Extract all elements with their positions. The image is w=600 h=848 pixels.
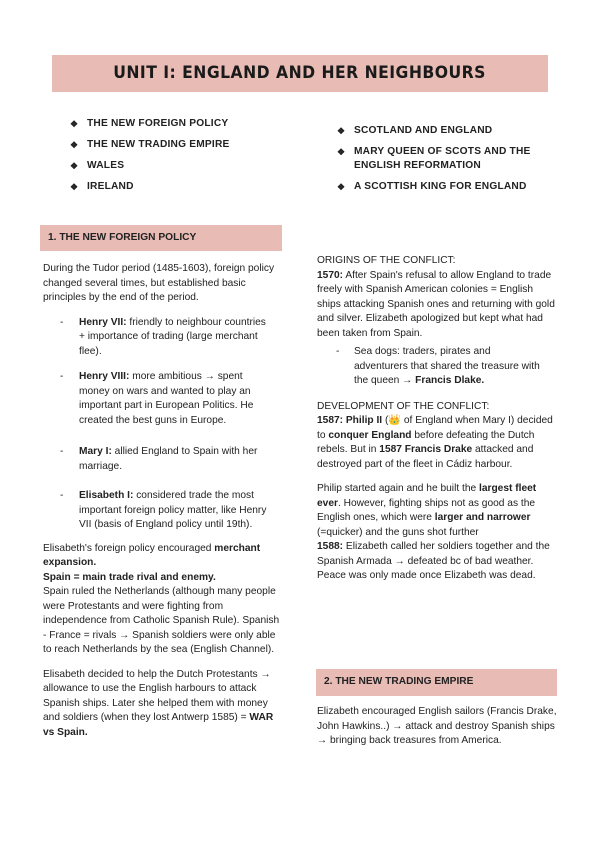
list-item: - Henry VII: friendly to neighbour countries + importance of trading (large merchant flee). [60,316,266,357]
toc-item: ❖ THE NEW FOREIGN POLICY [70,118,229,129]
diamond-bullet-icon: ❖ [337,182,346,192]
diamond-bullet-icon: ❖ [70,182,79,192]
toc-item: ❖ MARY QUEEN OF SCOTS AND THE ENGLISH REFORMATION [337,146,531,171]
title-banner [52,55,548,92]
left-column [43,262,283,740]
diamond-bullet-icon: ❖ [70,119,79,129]
toc-item: ❖ IRELAND [70,181,134,192]
crown-icon: 👑 [388,415,402,426]
page-title: UNIT I: ENGLAND AND HER NEIGHBOURS [113,63,487,84]
diamond-bullet-icon: ❖ [337,126,346,136]
monarch-list [43,316,283,533]
paragraph: 1587: Philip II (👑 of England when Mary I) decided to conquer England before defeating the Dutch rebels. But in 1587 Francis Drake attacked and destroyed part of the fleet in Cádiz harbour. [317,415,553,470]
paragraph: Elisabeth's foreign policy encouraged merchant expansion. Spain = main trade rival and enemy. Spain ruled the Netherlands (although many people were Protestants and were fighting from independence from Catholic Spanish Rule). Spanish - France = rivals → Spanish soldiers were only able to reach Netherlands by the sea (English Channel). [43,542,280,655]
diamond-bullet-icon: ❖ [70,140,79,150]
toc-item: ❖ SCOTLAND AND ENGLAND [337,125,493,136]
development-heading: DEVELOPMENT OF THE CONFLICT: [317,400,490,412]
toc-item: ❖ WALES [70,160,125,171]
toc-left [70,117,270,201]
list-item: - Sea dogs: traders, pirates and adventurers that shared the treasure with the queen → Francis Dlake. [336,346,540,386]
section-heading-foreign-policy: 1. THE NEW FOREIGN POLICY [40,225,282,251]
list-item: - Elisabeth I: considered trade the most important foreign policy matter, like Henry VII (basis of England policy until 19th). [60,490,267,530]
list-item: - Henry VIII: more ambitious → spent money on wars and wanted to play an important part in European Politics. He created the best guns in Europe. [60,371,254,426]
origins-heading: ORIGINS OF THE CONFLICT: [317,255,456,266]
right-column [317,254,557,584]
toc-item: ❖ THE NEW TRADING EMPIRE [70,139,230,150]
paragraph: 1570: After Spain's refusal to allow England to trade freely with Spanish American colonies = English ships attacking Spanish ones and returning with gold and silver. Elizabeth apologized but kept what had been taken from Spain. [317,269,555,339]
sea-dogs-list [317,345,557,389]
diamond-bullet-icon: ❖ [337,147,346,157]
toc-item: ❖ A SCOTTISH KING FOR ENGLAND [337,181,527,192]
paragraph: Elisabeth decided to help the Dutch Protestants → allowance to use the English harbours to attack Spanish ships. Later she helped them with money and soldiers (when they lost Antwerp 1585) = WAR vs Spain. [43,668,274,738]
intro-paragraph: During the Tudor period (1485-1603), foreign policy changed several times, but established basic principles by the end of the period. [43,263,275,303]
trading-empire-text: Elizabeth encouraged English sailors (Francis Drake, John Hawkins..) → attack and destroy Spanish ships → bringing back treasures from America. [317,706,557,746]
list-item: - Mary I: allied England to Spain with her marriage. [60,446,258,472]
diamond-bullet-icon: ❖ [70,161,79,171]
paragraph: Philip started again and he built the largest fleet ever. However, fighting ships not as good as the English ones, which were larger and narrower (=quicker) and the guns shot further 1588: Elizabeth called her soldiers together and the Spanish Armada → defeated bc of bad weather. Peace was only made once Elizabeth was dead. [317,483,550,581]
section-heading-trading-empire: 2. THE NEW TRADING EMPIRE [316,669,557,696]
toc-right [337,124,557,201]
